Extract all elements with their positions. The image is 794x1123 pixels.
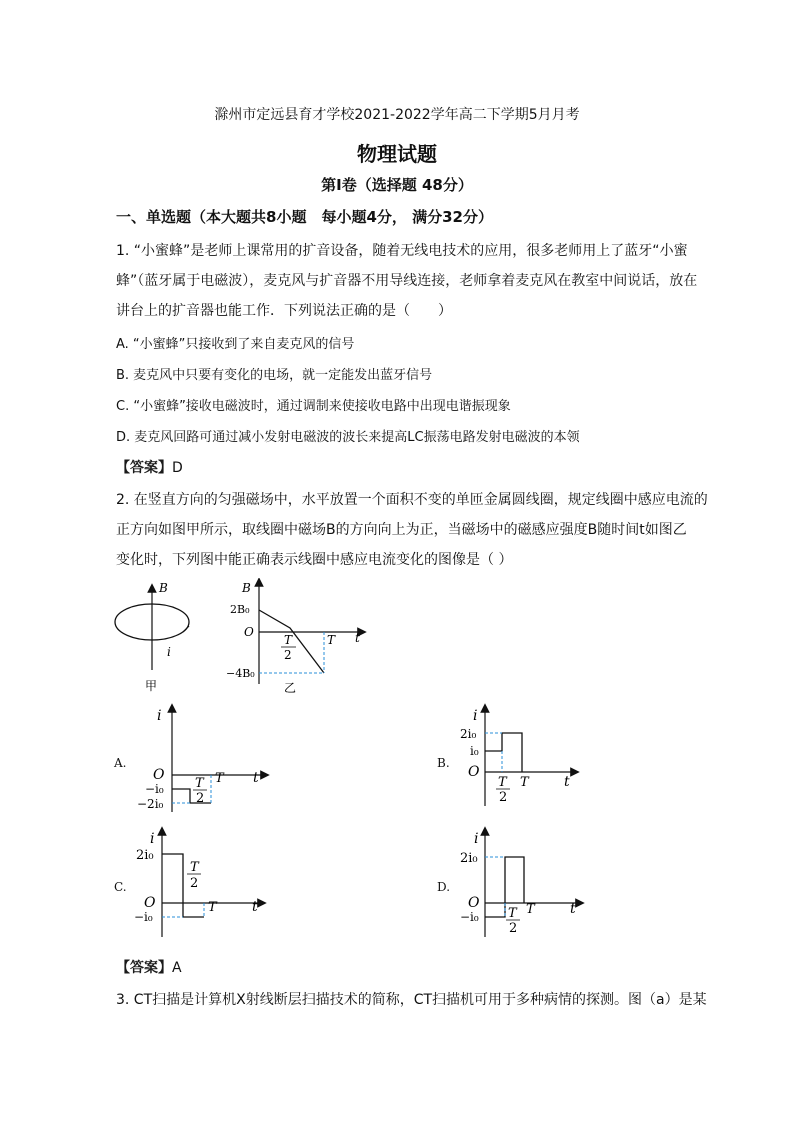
option-d-label: D. [437,880,451,894]
two-b0-label: 2B₀ [230,603,250,616]
section-title: 第Ⅰ卷（选择题 48分） [321,176,473,194]
origin-label: O [468,895,480,911]
t-axis-label: t [252,899,258,915]
figure-jia [105,580,200,695]
half-t-den: 2 [509,921,518,936]
t-period-label: T [327,633,336,647]
t-axis-label: t [570,901,576,917]
figure-yi [222,578,372,696]
minus-i0-label: −i₀ [145,782,164,796]
i-axis-label: i [157,708,162,724]
i0-label: i₀ [470,744,479,758]
q2-answer [116,957,182,977]
t-period-label: T [208,900,217,915]
t-period-label: T [520,775,529,790]
graph-option-c [132,825,272,940]
exam-header: 滁州市定远县育才学校2021-2022学年高二下学期5月月考 [214,107,580,123]
answer-value: D [172,460,183,476]
q1-answer [116,457,183,477]
q1-stem-line-3: 讲台上的扩音器也能工作．下列说法正确的是（ ） [116,303,452,319]
origin-label: O [144,895,156,911]
t-period-label: T [215,771,224,786]
option-b-label: B. [437,756,450,770]
graph-option-b [460,702,585,810]
q2-stem-line-3: 变化时，下列图中能正确表示线圈中感应电流变化的图像是（ ） [116,552,513,568]
half-t-num: T [284,633,293,647]
half-t-num: T [190,860,199,875]
t-axis-label: t [355,631,360,645]
origin-label: O [153,767,165,783]
answer-value: A [172,960,182,976]
q1-option-b: B. 麦克风中只要有变化的电场，就一定能发出蓝牙信号 [116,368,433,383]
half-t-num: T [498,775,507,790]
origin-label: O [244,625,254,639]
i-axis-label: i [150,831,155,847]
two-i0-label: 2i₀ [460,851,478,866]
half-t-den: 2 [284,648,292,662]
origin-label: O [468,764,480,780]
q1-option-a: A. “小蜜蜂”只接收到了来自麦克风的信号 [116,337,355,352]
half-t-den: 2 [499,790,508,805]
current-curve [172,789,211,803]
t-axis-label: t [253,770,259,786]
fig-yi-label: 乙 [284,681,297,695]
two-i0-label: 2i₀ [136,848,154,863]
minus-i0-label: −i₀ [134,910,153,924]
option-a-label: A. [114,756,127,770]
minus-i0-label: −i₀ [460,910,479,924]
q2-stem-line-1: 2. 在竖直方向的匀强磁场中，水平放置一个面积不变的单匝金属圆线圈，规定线圈中感应电流的 [116,492,708,508]
q1-stem-line-1: 1. “小蜜蜂”是老师上课常用的扩音设备，随着无线电技术的应用，很多老师用上了蓝牙“小蜜 [116,243,688,259]
t-period-label: T [526,902,535,917]
q3-stem-line-1: 3. CT扫描是计算机X射线断层扫描技术的简称，CT扫描机可用于多种病情的探测。图（a）是某 [116,992,707,1008]
answer-label: 【答案】 [116,960,172,976]
two-i0-label: 2i₀ [460,727,477,741]
i-axis-label: i [474,831,479,847]
i-axis-label: i [473,708,478,724]
minus-2i0-label: −2i₀ [137,797,164,811]
minus-4b0-label: −4B₀ [226,667,255,680]
half-t-den: 2 [196,791,205,806]
b-axis-label: B [242,581,251,595]
q2-stem-line-2: 正方向如图甲所示，取线圈中磁场B的方向向上为正，当磁场中的磁感应强度B随时间t如图乙 [116,522,687,538]
q1-stem-line-2: 蜂”（蓝牙属于电磁波），麦克风与扩音器不用导线连接，老师拿着麦克风在教室中间说话，放在 [116,273,698,289]
current-arrow-icon [183,626,189,632]
q1-option-c: C. “小蜜蜂”接收电磁波时，通过调制来使接收电路中出现电谐振现象 [116,399,511,414]
graph-option-d [460,825,585,940]
q1-option-d: D. 麦克风回路可通过减小发射电磁波的波长来提高LC振荡电路发射电磁波的本领 [116,430,580,445]
option-c-label: C. [114,880,127,894]
half-t-num: T [195,776,204,791]
current-curve [485,733,522,772]
t-axis-label: t [564,774,570,790]
fig-jia-label: 甲 [145,679,158,693]
b-label: B [159,581,168,595]
answer-label: 【答案】 [116,460,172,476]
half-t-num: T [508,906,517,921]
page-title: 物理试题 [357,142,437,166]
i-label: i [167,645,171,659]
part-title: 一、单选题（本大题共8小题 每小题4分， 满分32分） [116,208,493,226]
graph-option-a [135,702,275,814]
half-t-den: 2 [190,876,199,891]
